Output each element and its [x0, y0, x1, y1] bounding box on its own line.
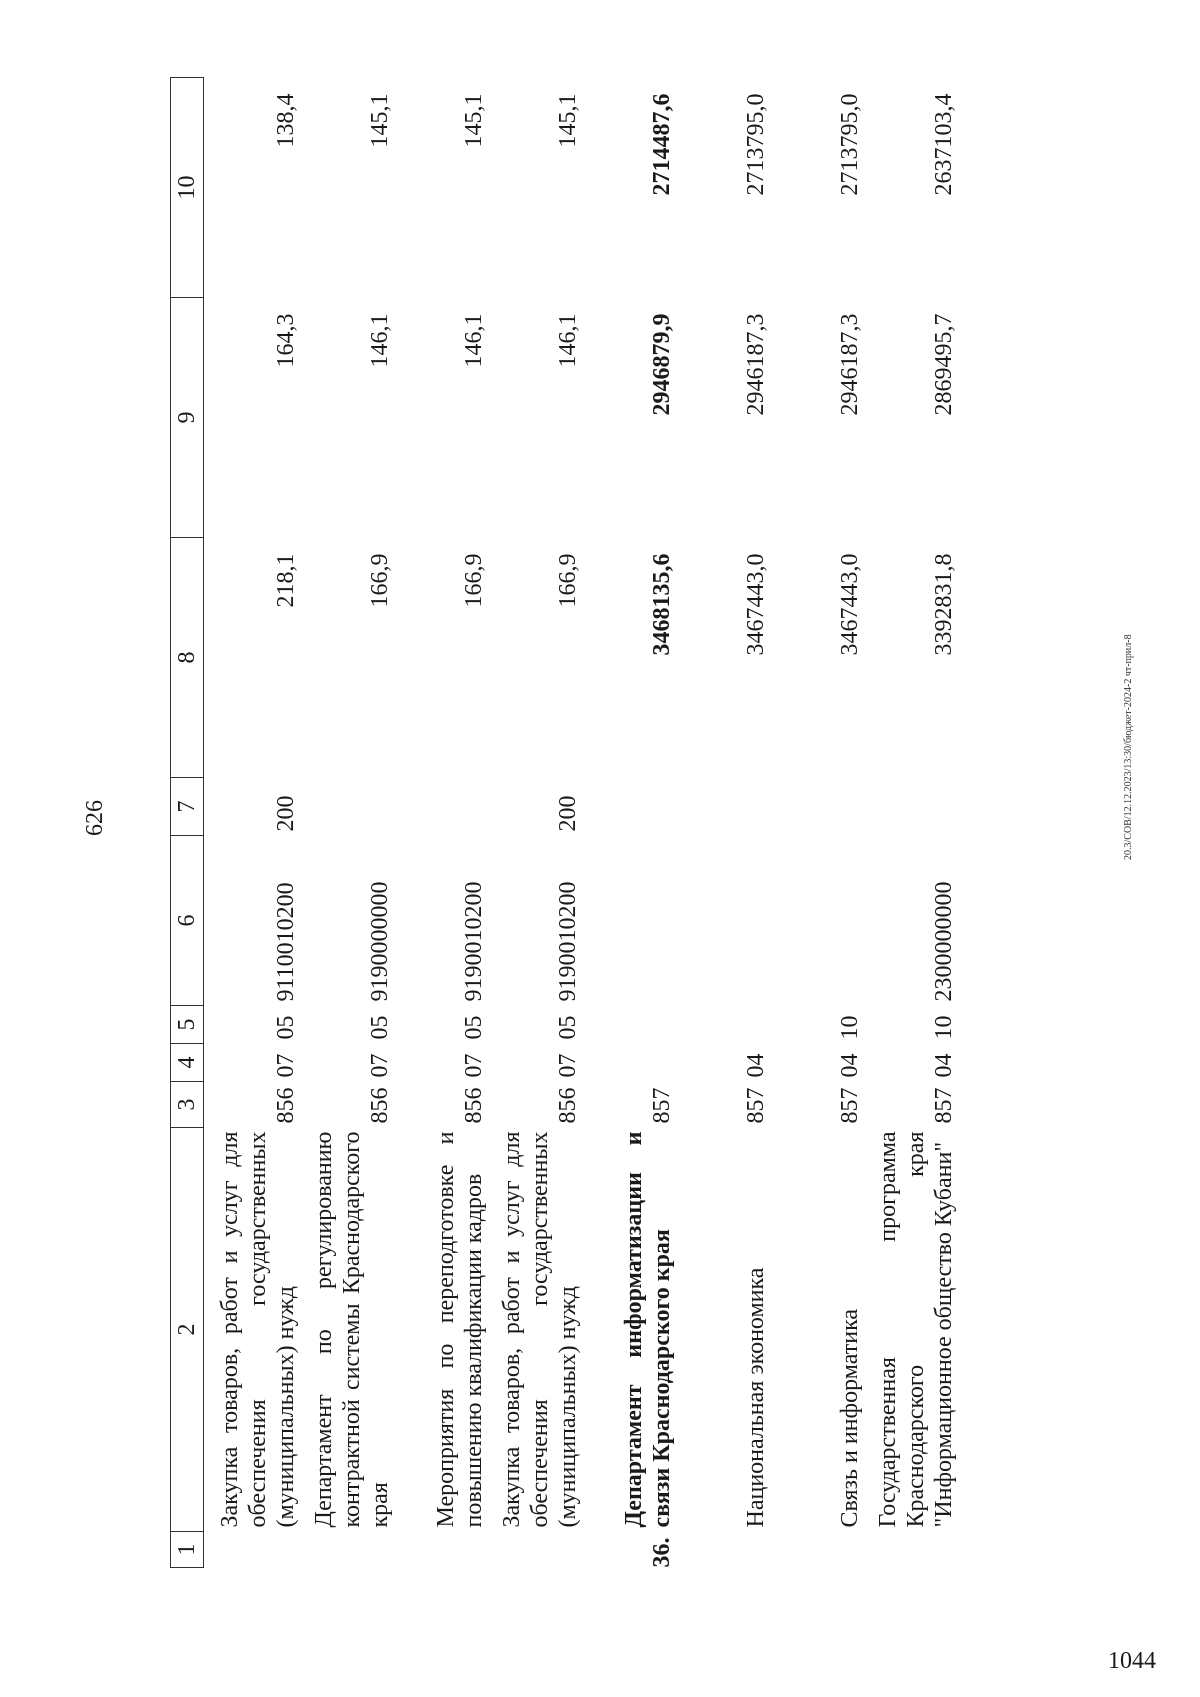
- code-ministry: 856: [461, 1087, 487, 1124]
- code-target-article: 9190000000: [367, 881, 393, 1002]
- header-cell-6: 6: [171, 836, 204, 1006]
- code-expense-type: [302, 778, 396, 836]
- table-row: [204, 78, 303, 1568]
- code-expense-type: [584, 778, 678, 836]
- budget-table: [170, 77, 960, 1568]
- row-number: [204, 1532, 303, 1568]
- amount-col-10: 145,1: [367, 93, 393, 148]
- code-expense-type: 200: [555, 795, 581, 832]
- code-subsection: 05: [367, 1015, 393, 1040]
- page-number-bottom: 1044: [1108, 1648, 1156, 1674]
- amount-col-9: 164,3: [273, 313, 299, 368]
- code-subsection: 05: [555, 1015, 581, 1040]
- row-number: [490, 1532, 584, 1568]
- item-name: Национальная экономика: [743, 1267, 769, 1528]
- code-section: 04: [931, 1053, 957, 1078]
- header-cell-7: 7: [171, 778, 204, 836]
- code-section: 07: [273, 1053, 299, 1078]
- table-row: [866, 78, 960, 1568]
- code-subsection: 05: [461, 1015, 487, 1040]
- header-cell-8: 8: [171, 538, 204, 778]
- item-name: Мероприятия по переподготовке и повышению квалификации кадров: [433, 1131, 487, 1528]
- code-expense-type: 200: [273, 795, 299, 832]
- item-name: Департамент информатизации и связи Краснодарского края: [621, 1131, 675, 1528]
- item-name: Закупка товаров, работ и услуг для обеспечения государственных (муниципальных) нужд: [499, 1131, 581, 1528]
- code-subsection: [678, 1006, 772, 1044]
- header-cell-5: 5: [171, 1006, 204, 1044]
- row-number: [678, 1532, 772, 1568]
- page-number-top: 626: [82, 800, 108, 836]
- footer-code: 20.3/СОВ/12.12.2023/13:30/бюджет-2024-2 чт-прил-8: [1123, 634, 1134, 860]
- amount-col-8: 166,9: [461, 553, 487, 608]
- code-ministry: 857: [743, 1087, 769, 1124]
- header-row: [171, 78, 204, 1568]
- amount-col-8: 3468135,6: [649, 553, 675, 656]
- code-expense-type: [678, 778, 772, 836]
- code-target-article: [584, 836, 678, 1006]
- row-number: [866, 1532, 960, 1568]
- table-row: [772, 78, 866, 1568]
- row-number: 36.: [649, 1537, 675, 1568]
- code-target-article: [678, 836, 772, 1006]
- amount-col-8: 3467443,0: [837, 553, 863, 656]
- item-name: Государственная программа Краснодарского края "Информационное общество Кубани": [875, 1131, 957, 1528]
- row-number: [772, 1532, 866, 1568]
- amount-col-10: 145,1: [461, 93, 487, 148]
- amount-col-8: 3467443,0: [743, 553, 769, 656]
- code-ministry: 857: [931, 1087, 957, 1124]
- code-section: 07: [461, 1053, 487, 1078]
- amount-col-8: 218,1: [273, 553, 299, 608]
- amount-col-8: 166,9: [555, 553, 581, 608]
- code-section: [584, 1044, 678, 1082]
- amount-col-10: 2713795,0: [837, 93, 863, 196]
- row-number: [396, 1532, 490, 1568]
- code-ministry: 856: [273, 1087, 299, 1124]
- code-target-article: 9190010200: [461, 881, 487, 1002]
- budget-table-rotated: [170, 78, 1050, 1568]
- header-cell-4: 4: [171, 1044, 204, 1082]
- amount-col-10: 2713795,0: [743, 93, 769, 196]
- table-row: [584, 78, 678, 1568]
- code-subsection: [584, 1006, 678, 1044]
- code-target-article: 9110010200: [273, 882, 299, 1002]
- code-expense-type: [866, 778, 960, 836]
- amount-col-9: 146,1: [555, 313, 581, 368]
- code-section: 04: [837, 1053, 863, 1078]
- code-expense-type: [772, 778, 866, 836]
- amount-col-10: 145,1: [555, 93, 581, 148]
- amount-col-9: 146,1: [461, 313, 487, 368]
- code-subsection: 10: [837, 1015, 863, 1040]
- code-section: 07: [555, 1053, 581, 1078]
- code-ministry: 856: [367, 1087, 393, 1124]
- header-cell-10: 10: [171, 78, 204, 298]
- code-expense-type: [396, 778, 490, 836]
- code-target-article: [772, 836, 866, 1006]
- header-cell-9: 9: [171, 298, 204, 538]
- amount-col-9: 2946187,3: [743, 313, 769, 416]
- amount-col-8: 166,9: [367, 553, 393, 608]
- header-cell-3: 3: [171, 1082, 204, 1128]
- code-ministry: 857: [649, 1087, 675, 1124]
- code-ministry: 857: [837, 1087, 863, 1124]
- code-target-article: 9190010200: [555, 881, 581, 1002]
- amount-col-8: 3392831,8: [931, 553, 957, 656]
- amount-col-10: 2637103,4: [931, 93, 957, 196]
- code-target-article: 2300000000: [931, 881, 957, 1002]
- code-section: 07: [367, 1053, 393, 1078]
- table-body: [204, 78, 961, 1568]
- amount-col-9: 2869495,7: [931, 313, 957, 416]
- table-row: [490, 78, 584, 1568]
- table-row: [678, 78, 772, 1568]
- code-ministry: 856: [555, 1087, 581, 1124]
- item-name: Департамент по регулированию контрактной системы Краснодарского края: [311, 1131, 393, 1528]
- row-number: [302, 1532, 396, 1568]
- amount-col-9: 2946879,9: [649, 313, 675, 416]
- amount-col-9: 146,1: [367, 313, 393, 368]
- code-section: 04: [743, 1053, 769, 1078]
- header-cell-1: 1: [171, 1532, 204, 1568]
- header-cell-2: 2: [171, 1128, 204, 1532]
- table-row: [396, 78, 490, 1568]
- table-row: [302, 78, 396, 1568]
- amount-col-9: 2946187,3: [837, 313, 863, 416]
- amount-col-10: 2714487,6: [649, 93, 675, 196]
- code-subsection: 05: [273, 1015, 299, 1040]
- item-name: Закупка товаров, работ и услуг для обеспечения государственных (муниципальных) нужд: [217, 1131, 299, 1528]
- amount-col-10: 138,4: [273, 93, 299, 148]
- item-name: Связь и информатика: [837, 1308, 863, 1528]
- code-subsection: 10: [931, 1015, 957, 1040]
